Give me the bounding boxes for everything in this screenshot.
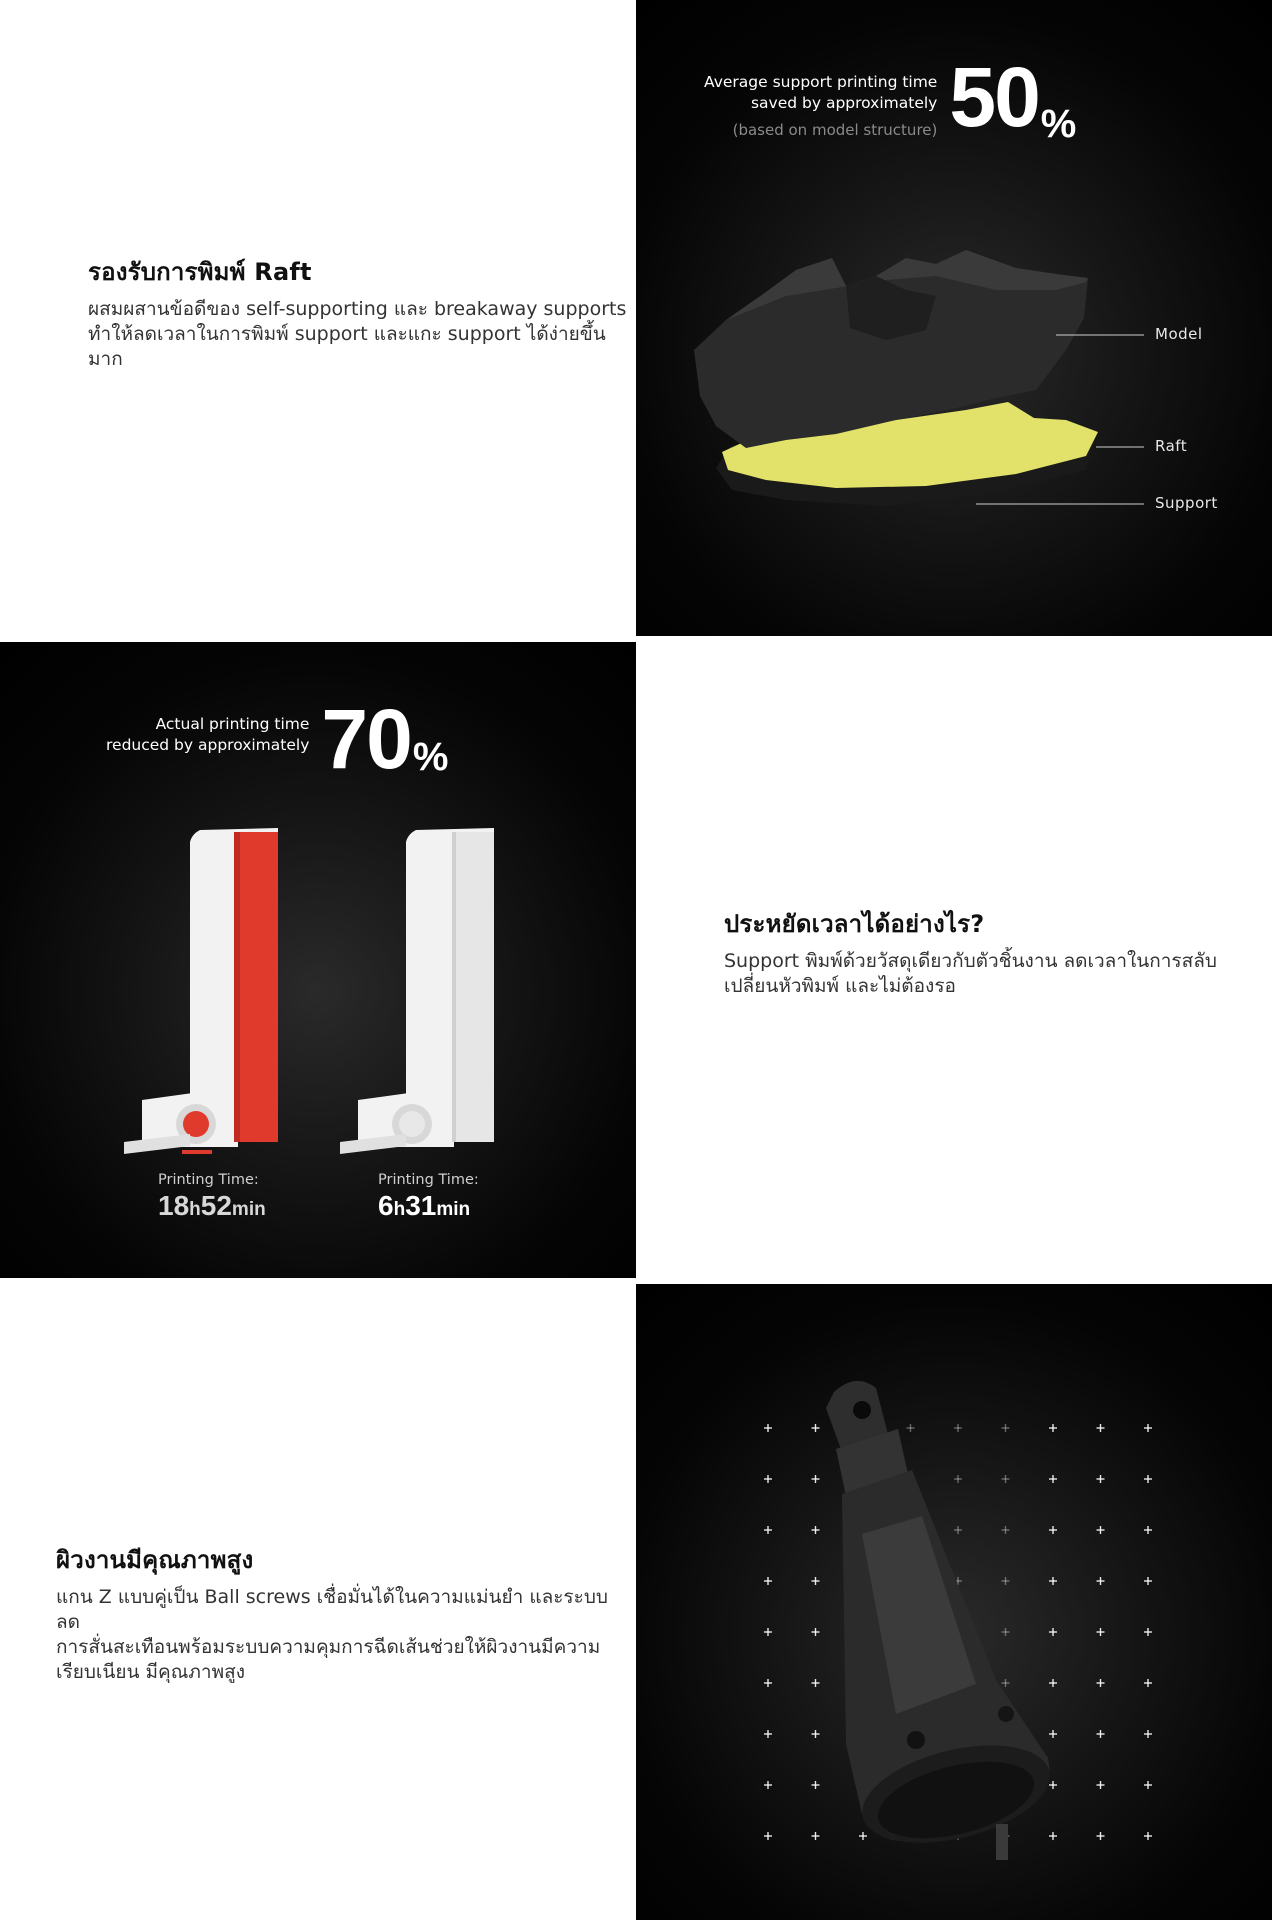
time-image-panel [0,642,636,1278]
time-stat-unit: % [412,735,449,779]
time-stat-value: 70 [321,692,411,786]
quality-copy [56,1540,626,1685]
raft-desc-line2: ทำให้ลดเวลาในการพิมพ์ support และแกะ support ได้ง่ายขึ้นมาก [88,323,606,370]
quality-title: ผิวงานมีคุณภาพสูง [56,1546,254,1574]
time-text-panel [636,642,1272,1278]
print-time-left [158,1172,266,1222]
raft-model-illustration [636,0,1272,636]
raft-desc-line1: ผสมผสานข้อดีของ self-supporting และ breakaway supports [88,298,627,320]
print-time-right-label: Printing Time: [378,1172,479,1188]
raft-stat-label-line2: saved by approximately [750,94,938,112]
black-part-illustration [636,1284,1272,1920]
quality-text-panel [0,1284,636,1920]
time-stat-label-line2: reduced by approximately [106,736,310,754]
quality-desc-line2: การสั่นสะเทือนพร้อมระบบความคุมการฉีดเส้นช่วยให้ผิวงานมีความ [56,1636,601,1658]
time-title: ประหยัดเวลาได้อย่างไร? [724,910,985,938]
raft-stat-label-line1: Average support printing time [704,73,938,91]
support-red [238,832,278,1142]
print-time-right [378,1172,479,1222]
black-part [826,1381,1060,1860]
print-time-left-value: 18h52min [158,1190,266,1221]
support-white [454,832,494,1142]
time-copy [724,904,1264,999]
time-stat-label-line1: Actual printing time [155,715,310,733]
time-desc-line2: เปลี่ยนหัวพิมพ์ และไม่ต้องรอ [724,975,956,997]
raft-stat-unit: % [1040,102,1077,146]
pipe-right [340,828,494,1154]
raft-image-panel [636,0,1272,636]
raft-stat-value: 50 [949,50,1039,144]
time-desc-line1: Support พิมพ์ด้วยวัสดุเดียวกับตัวชิ้นงาน ลดเวลาในการสลับ [724,950,1217,972]
raft-stat-note: (based on model structure) [732,121,938,139]
raft-text-panel [0,0,636,636]
print-time-left-label: Printing Time: [158,1172,259,1188]
quality-desc-line1: แกน Z แบบคู่เป็น Ball screws เชื่อมั่นได้ในความแม่นยำ และระบบลด [56,1586,608,1633]
callout-support: Support [1155,494,1218,512]
raft-copy [88,252,628,372]
callout-model: Model [1155,325,1203,343]
pipe-models-illustration [0,642,636,1278]
quality-image-panel [636,1284,1272,1920]
pipe-left [124,828,278,1154]
quality-desc-line3: เรียบเนียน มีคุณภาพสูง [56,1661,245,1683]
raft-title: รองรับการพิมพ์ Raft [88,258,312,286]
print-time-right-value: 6h31min [378,1190,471,1221]
callout-raft: Raft [1155,437,1188,455]
